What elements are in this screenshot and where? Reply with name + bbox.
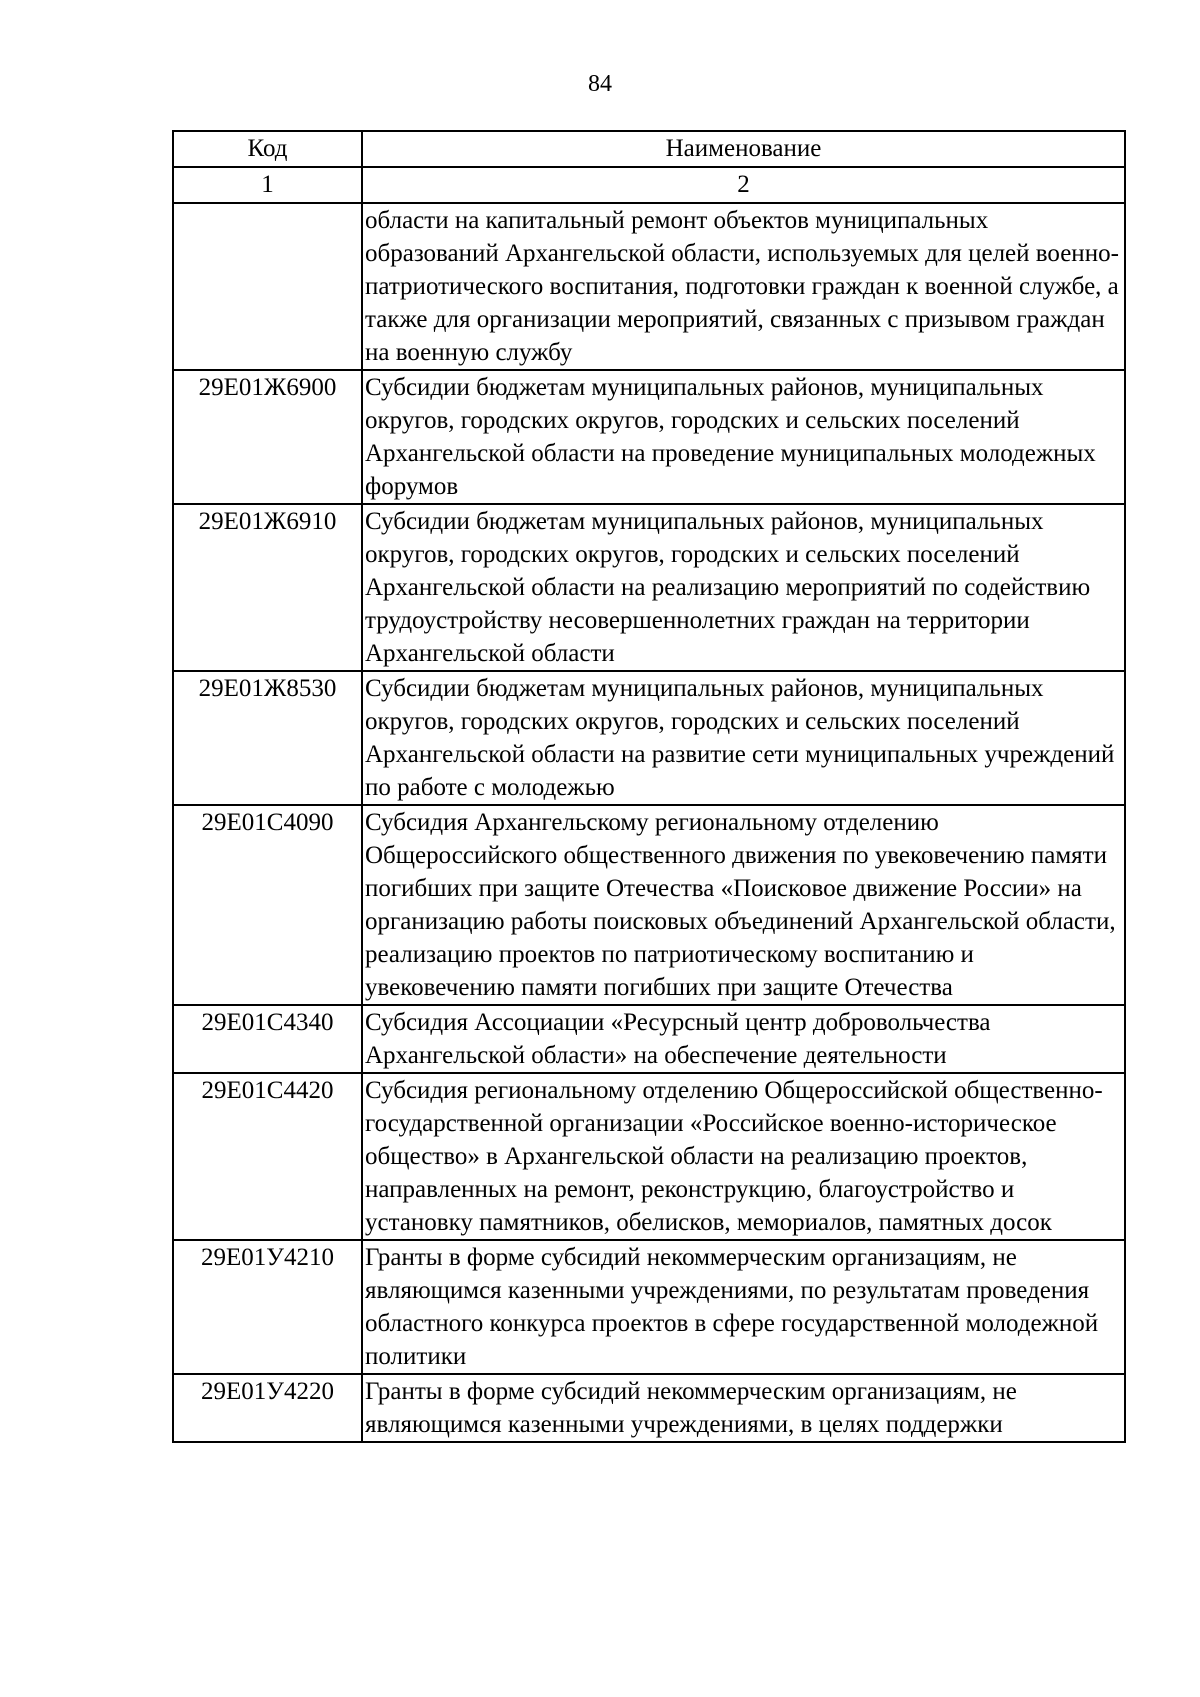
row-name: Субсидия Архангельскому региональному отделению Общероссийского общественного движения по увековечению памяти погибших при защите Отечества «Поисковое движение России» на организацию работы поисковых объединений Архангельской области, реализацию проектов по патриотическому воспитанию и увековечению памяти погибших при защите Отечества xyxy=(362,805,1125,1005)
row-name: области на капитальный ремонт объектов муниципальных образований Архангельской области, используемых для целей военно-патриотического воспитания, подготовки граждан к военной службе, а также для организации мероприятий, связанных с призывом граждан на военную службу xyxy=(362,203,1125,370)
row-code: 29Е01Ж8530 xyxy=(173,671,362,805)
row-code: 29Е01Ж6910 xyxy=(173,504,362,671)
row-code: 29Е01Ж6900 xyxy=(173,370,362,504)
row-name: Гранты в форме субсидий некоммерческим организациям, не являющимся казенными учреждениями, в целях поддержки xyxy=(362,1374,1125,1442)
column-number-row xyxy=(173,167,1125,203)
table-row xyxy=(173,805,1125,1005)
table-row xyxy=(173,671,1125,805)
table-row xyxy=(173,1073,1125,1240)
page-number: 84 xyxy=(588,71,612,97)
codes-table xyxy=(172,130,1126,1443)
table-row xyxy=(173,203,1125,370)
row-code: 29Е01У4220 xyxy=(173,1374,362,1442)
row-name: Субсидия региональному отделению Общероссийской общественно-государственной организации «Российское военно-историческое общество» в Архангельской области на реализацию проектов, направленных на ремонт, реконструкцию, благоустройство и установку памятников, обелисков, мемориалов, памятных досок xyxy=(362,1073,1125,1240)
column-number-name: 2 xyxy=(362,167,1125,203)
row-name: Гранты в форме субсидий некоммерческим организациям, не являющимся казенными учреждениями, по результатам проведения областного конкурса проектов в сфере государственной молодежной политики xyxy=(362,1240,1125,1374)
row-code: 29Е01С4420 xyxy=(173,1073,362,1240)
table-row xyxy=(173,370,1125,504)
table-header-row xyxy=(173,131,1125,167)
row-name: Субсидии бюджетам муниципальных районов, муниципальных округов, городских округов, городских и сельских поселений Архангельской области на развитие сети муниципальных учреждений по работе с молодежью xyxy=(362,671,1125,805)
table-row xyxy=(173,1240,1125,1374)
row-code: 29Е01С4340 xyxy=(173,1005,362,1073)
header-code: Код xyxy=(173,131,362,167)
table-row xyxy=(173,1005,1125,1073)
header-name: Наименование xyxy=(362,131,1125,167)
column-number-code: 1 xyxy=(173,167,362,203)
row-code: 29Е01У4210 xyxy=(173,1240,362,1374)
table-row xyxy=(173,504,1125,671)
row-code xyxy=(173,203,362,370)
row-name: Субсидия Ассоциации «Ресурсный центр добровольчества Архангельской области» на обеспечение деятельности xyxy=(362,1005,1125,1073)
row-name: Субсидии бюджетам муниципальных районов, муниципальных округов, городских округов, городских и сельских поселений Архангельской области на реализацию мероприятий по содействию трудоустройству несовершеннолетних граждан на территории Архангельской области xyxy=(362,504,1125,671)
row-name: Субсидии бюджетам муниципальных районов, муниципальных округов, городских округов, городских и сельских поселений Архангельской области на проведение муниципальных молодежных форумов xyxy=(362,370,1125,504)
row-code: 29Е01С4090 xyxy=(173,805,362,1005)
table-row xyxy=(173,1374,1125,1442)
